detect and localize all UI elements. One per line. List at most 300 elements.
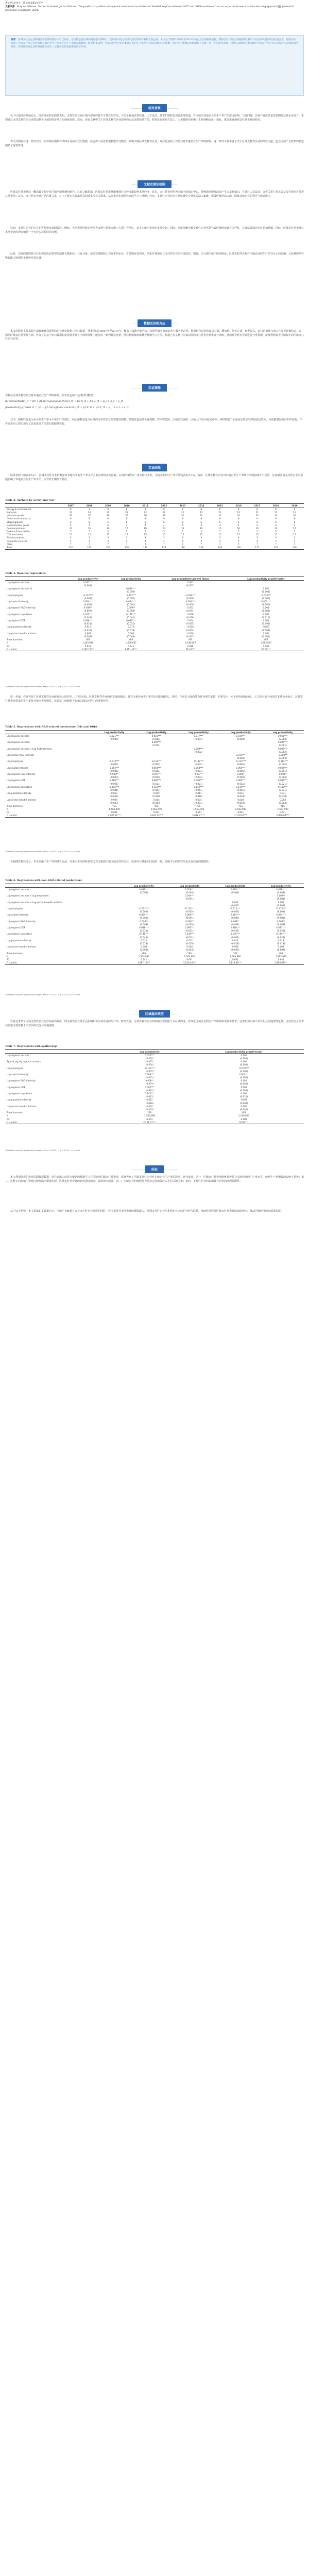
- table-cell: 1,563,990: [184, 955, 195, 958]
- table-cell: R2: [7, 645, 10, 648]
- section-title-data: 数据及识别方法: [0, 319, 309, 327]
- table-cell: 0.012: [232, 939, 238, 942]
- table-cell: 9: [89, 517, 90, 520]
- table-cell: Corporate services: [7, 539, 27, 543]
- table-header-cell: 2012: [154, 504, 173, 507]
- table-cell: (0.041): [140, 936, 148, 939]
- table-cell: 0.003***: [239, 1073, 249, 1076]
- table-cell: 0.641: [195, 811, 202, 814]
- table-cell: (0.001): [277, 904, 285, 907]
- table-cell: 5: [107, 530, 109, 533]
- table-cell: (0.004): [239, 1101, 248, 1105]
- table-cell: 1,563,990: [230, 955, 241, 958]
- table-cell: 0.641: [237, 811, 244, 814]
- table-cell: N: [7, 1114, 9, 1117]
- table-cell: 0.019***: [126, 587, 136, 590]
- table-header-cell: [5, 1050, 115, 1054]
- table-header-cell: Log productivity: [167, 884, 213, 888]
- table-cell: 0.005: [146, 1060, 153, 1063]
- table-cell: Log population density: [7, 792, 31, 795]
- section-title-strategy: 实证策略: [0, 384, 309, 392]
- table-cell: 0.004: [187, 619, 194, 622]
- table-cell: (0.004): [152, 737, 161, 740]
- table-cell: 4: [144, 539, 146, 543]
- table-cell: 6: [256, 520, 258, 523]
- table-cell: 10: [162, 527, 166, 530]
- table-cell: 4: [200, 539, 202, 543]
- section-title-literature: 文献及理论机制: [0, 180, 309, 188]
- table-cell: 4: [163, 523, 165, 527]
- table-cell: YES: [233, 952, 237, 955]
- table-3: [5, 503, 304, 550]
- table-cell: 9: [182, 517, 183, 520]
- table-cell: 9: [275, 517, 277, 520]
- table-5-note: The table contains significance levels: *** p < 0.001, ** p < 0.01, * p < 0.05.: [5, 850, 81, 853]
- table-cell: (0.001): [186, 609, 195, 613]
- table-cell: 0.012: [141, 939, 147, 942]
- table-cell: 3: [182, 536, 183, 539]
- table-cell: 128: [229, 546, 248, 549]
- table-cell: 22: [162, 511, 166, 514]
- table-cell: 15: [144, 533, 147, 536]
- strategy-intro: 为检验区域支柱性企业对本地企业生产率的影响，作者设定如下基准回归模型：: [5, 394, 96, 397]
- table-cell: (0.004): [236, 737, 245, 740]
- table-7: [5, 1049, 304, 1124]
- table-cell: 0.004: [278, 945, 284, 948]
- table-cell: N: [7, 808, 9, 811]
- table-cell: YES: [187, 952, 192, 955]
- table-cell: Log regional anchors: [7, 1054, 29, 1057]
- equation-2: productivity growth_it = γ0 + γ1·ln(regional anchors)_rt + γ2·X_it + γ3·Z_rt + μ_i + λ_t + ε_it: [5, 405, 129, 409]
- table-cell: 34: [274, 514, 278, 517]
- table-cell: (0.001): [185, 897, 194, 901]
- table-cell: YES: [147, 1111, 152, 1114]
- table-cell: (0.000): [262, 597, 270, 600]
- table-cell: 0.088: [187, 645, 194, 648]
- table-cell: Log regional anchors (l): [7, 587, 32, 590]
- table-cell: 130: [117, 546, 136, 549]
- source-line: [5, 6, 304, 13]
- table-cell: 15: [107, 533, 110, 536]
- table-cell: (0.002): [83, 597, 92, 600]
- table-cell: 36: [162, 514, 166, 517]
- table-cell: 6: [163, 520, 165, 523]
- table-cell: (0.021): [236, 782, 245, 785]
- table-cell: (0.001): [277, 917, 285, 920]
- table-cell: 0.011***: [236, 753, 246, 756]
- table-cell: (0.018): [236, 795, 245, 798]
- table-cell: 9: [200, 517, 202, 520]
- table-cell: 0.009***: [194, 747, 203, 750]
- table-cell: (0.018): [194, 795, 203, 798]
- table-cell: 23: [125, 511, 128, 514]
- table-cell: 4: [126, 539, 128, 543]
- table-cell: 0.064***: [151, 766, 161, 769]
- table-cell: 7: [126, 543, 128, 546]
- table-cell: (0.041): [110, 788, 118, 791]
- table-cell: (0.001): [152, 744, 161, 747]
- table-cell: (0.003): [277, 948, 285, 952]
- table-cell: 0.012: [84, 625, 91, 629]
- table-cell: Log regional R&D intensity: [7, 920, 36, 923]
- table-cell: 1,563,990: [144, 1114, 156, 1117]
- table-cell: (0.021): [279, 782, 287, 785]
- table-cell: 0.088***: [109, 779, 119, 782]
- table-cell: 15: [125, 533, 128, 536]
- table-cell: 7: [237, 543, 239, 546]
- table-cell: 6: [200, 520, 202, 523]
- table-cell: 4: [107, 523, 109, 527]
- table-cell: 7: [70, 543, 72, 546]
- table-cell: 8: [126, 507, 128, 511]
- table-cell: (0.001): [145, 1076, 154, 1079]
- table-cell: 3,120.44***: [167, 961, 213, 965]
- table-cell: (0.001): [279, 769, 287, 772]
- table-cell: 4: [256, 523, 258, 527]
- table-cell: 4: [163, 539, 165, 543]
- table-cell: (0.002): [140, 910, 148, 913]
- equation-block: [5, 394, 304, 412]
- table-cell: 0.004: [153, 798, 160, 801]
- table-cell: 5: [219, 530, 221, 533]
- table-cell: 4: [126, 523, 128, 527]
- table-cell: (0.003): [140, 948, 148, 952]
- table-cell: Log regional anchors²: [7, 741, 30, 744]
- table-cell: (0.004): [194, 737, 203, 740]
- table-cell: 8: [294, 507, 296, 511]
- table-cell: 8: [89, 507, 90, 511]
- table-cell: Log population density: [7, 939, 31, 942]
- table-cell: 9: [107, 517, 109, 520]
- table-header-cell: [5, 884, 121, 888]
- table-cell: (0.021): [145, 1089, 154, 1092]
- table-cell: (0.003): [236, 757, 245, 760]
- table-header-cell: 2017: [248, 504, 266, 507]
- table-cell: 8: [163, 507, 165, 511]
- table-cell: Log capital intensity: [7, 766, 29, 769]
- table-header-cell: [5, 577, 66, 581]
- table-cell: Log regional GDP: [7, 779, 26, 782]
- table-3-caption: Table 3. Anchors by sector and year: [5, 499, 55, 502]
- table-cell: 7: [89, 543, 90, 546]
- table-cell: 0.641: [146, 1117, 153, 1121]
- table-cell: (0.003): [277, 923, 285, 926]
- table-cell: 0.008**: [83, 606, 92, 609]
- table-cell: 10: [69, 527, 72, 530]
- table-cell: 3,211.43***: [109, 648, 152, 651]
- table-cell: 7: [200, 543, 202, 546]
- table-header-cell: Log productivity: [178, 731, 220, 734]
- table-cell: 0.003***: [261, 600, 271, 603]
- table-cell: YES: [242, 1111, 246, 1114]
- table-cell: (0.004): [83, 584, 92, 587]
- table-header-row: [5, 504, 304, 507]
- table-cell: 0.004: [232, 945, 238, 948]
- table-cell: 0.012: [128, 625, 134, 629]
- table-cell: 3: [275, 536, 277, 539]
- table-cell: 7: [144, 543, 146, 546]
- table-cell: Log regional anchors: [7, 888, 29, 891]
- section-title-spillover: 区域溢出效应: [0, 1010, 309, 1018]
- table-header-cell: Log productivity: [109, 577, 152, 581]
- table-cell: (0.001): [152, 769, 161, 772]
- table-cell: 8: [70, 507, 72, 511]
- table-cell: IT & electronics: [7, 533, 24, 536]
- table-cell: Log sector breadth anchors: [7, 632, 37, 635]
- table-cell: (0.001): [236, 769, 245, 772]
- table-cell: 3: [126, 536, 128, 539]
- table-cell: N: [7, 641, 9, 645]
- table-cell: 3,098.77***: [178, 814, 220, 818]
- table-cell: 6: [144, 520, 146, 523]
- table-cell: F statistic: [5, 648, 66, 651]
- table-cell: 10: [200, 527, 203, 530]
- table-cell: 4: [70, 523, 72, 527]
- table-cell: 0.001: [187, 581, 194, 584]
- literature-paragraph-2: 然而，支柱性企业的存在也可能带来负面效应。例如，大型企业可能在劳动力市场与要素市场中占据主导地位，挤占本地小企业的发展空间；同时，过度依赖少数支柱性企业可能导致区域经济缺乏多样性，在面临外部冲击时更加脆弱。因此，区域支柱性企业对本地企业的净影响是一个有待实证检验的问题。: [5, 227, 304, 234]
- table-cell: 0.007**: [152, 773, 161, 776]
- table-cell: 5: [89, 530, 90, 533]
- table-cell: 3: [256, 536, 258, 539]
- table-cell: Communications: [7, 527, 25, 530]
- table-cell: (0.018): [140, 942, 148, 945]
- table-cell: (0.002): [279, 763, 287, 766]
- table-cell: 0.021***: [83, 581, 93, 584]
- table-cell: (0.003): [152, 801, 161, 804]
- literature-paragraph-3: 此外，企业的吸收能力在知识溢出过程中扮演着关键角色。只有具备一定研发基础和人力资本的企业，才能够有效识别、消化并利用来自支柱性企业的外部知识。据此，本文提出如下研究假设：区域支柱性企业对本地企业的生产率存在正向影响，且这种影响在吸收能力较强的企业中更加显著。: [5, 252, 304, 260]
- table-cell: 37: [88, 514, 91, 517]
- table-cell: 9: [237, 517, 239, 520]
- table-cell: 15: [255, 533, 259, 536]
- table-cell: 1,563,990: [82, 641, 94, 645]
- table-cell: 8: [107, 507, 109, 511]
- table-cell: Construction industry: [7, 517, 30, 520]
- table-cell: 1,538,657: [125, 641, 136, 645]
- table-header-cell: [5, 731, 93, 734]
- table-cell: Log sector breadth anchors: [7, 798, 37, 801]
- table-cell: (0.001): [185, 917, 194, 920]
- table-cell: Log capital intensity: [7, 1073, 29, 1076]
- table-cell: 4: [89, 523, 90, 527]
- table-cell: (0.004): [145, 1057, 154, 1060]
- table-cell: (0.002): [110, 763, 118, 766]
- table-cell: YES: [264, 638, 268, 641]
- table-cell: 4: [294, 539, 296, 543]
- table-cell: 0.064***: [145, 1073, 154, 1076]
- table-cell: 7: [294, 543, 296, 546]
- table-cell: 4: [182, 539, 183, 543]
- table-cell: 132: [61, 546, 80, 549]
- table-cell: (0.002): [194, 750, 203, 753]
- table-cell: 1,563,990: [235, 808, 246, 811]
- table-cell: 3,110.20***: [219, 814, 262, 818]
- table-cell: 10: [218, 527, 221, 530]
- table-cell: 8: [275, 507, 277, 511]
- table-cell: 0.008**: [127, 606, 135, 609]
- table-cell: (0.018): [231, 942, 239, 945]
- table-cell: 7: [256, 543, 258, 546]
- table-cell: (0.001): [262, 635, 270, 638]
- table-cell: 15: [200, 533, 203, 536]
- table-cell: 4: [294, 523, 296, 527]
- table-cell: 9: [70, 517, 72, 520]
- table-5: [5, 730, 304, 818]
- table-cell: Log population density: [7, 1098, 31, 1101]
- table-cell: 0.143***: [151, 785, 161, 788]
- table-cell: (0.041): [145, 1095, 154, 1098]
- table-cell: 0.012: [146, 1098, 153, 1101]
- table-7-caption: Table 7. Regressions with spatial lags: [5, 1045, 58, 1048]
- table-cell: 5: [294, 530, 296, 533]
- table-cell: 0.144***: [145, 1092, 154, 1095]
- table-cell: Log regional anchors × Log sector breadth anchors: [7, 901, 62, 904]
- table-cell: F statistic: [5, 961, 121, 965]
- table-cell: Log regional population: [7, 933, 32, 936]
- table-cell: 8: [200, 507, 202, 511]
- table-cell: 4: [275, 523, 277, 527]
- table-4-note: The table contains significance levels: *** p < 0.001, ** p < 0.01, * p < 0.05.: [5, 685, 81, 688]
- table-cell: 7: [163, 543, 165, 546]
- table-cell: Governmental goods: [7, 523, 29, 527]
- table-cell: 9: [126, 517, 128, 520]
- table-cell: Log regional anchors × Log employees: [7, 894, 49, 897]
- spillover-paragraph: 作者还考察了区域支柱性企业的空间溢出效应，即支柱性企业是否会影响相邻区域企业的生产率。研究发现，区域支柱性企业的影响主要局限于本区域内部，对邻近区域企业的生产率影响较弱且不显著。这表明知识溢出具有明显的地理邻近性，支柱性企业的带动作用主要依赖于面对面的交流与本地网络。: [5, 1020, 304, 1027]
- table-cell: (0.041): [127, 616, 135, 619]
- table-cell: 35: [218, 514, 221, 517]
- table-cell: 2,998.61***: [258, 961, 304, 965]
- table-4: [5, 577, 304, 651]
- abstract-text: 区域支柱性企业的概念在经济地理学中广泛存在，它指的是在区域内拥有强大影响力、能够推动地方经济发展与知识扩散的大型企业。本文基于瑞典2007年至2019年的企业层面微观数据，借助以出口信息为依据的机器学习方法来识别区域支柱性企业，进而实证检验了区域支柱性企业对本地其他企业生产率水平与生产率增长的影响。研究结果表明，区域支柱性企业对本地企业的生产率水平具有显著的正向影响，但对生产率增长的影响并不显著；进一步的研究发现，这种正向影响主要来源于区域支柱性企业在研发投入方面的溢出效应，同时区域内企业的吸收能力在这一过程中发挥着重要的调节作用。: [11, 39, 298, 48]
- table-cell: 0.005***: [278, 741, 288, 744]
- table-cell: 126: [266, 546, 285, 549]
- table-cell: (0.001): [110, 769, 118, 772]
- table-cell: 0.020***: [230, 888, 240, 891]
- table-cell: Log regional R&D intensity: [7, 1079, 36, 1082]
- table-cell: 0.641: [111, 811, 118, 814]
- table-cell: (0.001): [127, 603, 135, 606]
- table-cell: 0.000: [263, 632, 269, 635]
- table-cell: 0.002: [278, 901, 284, 904]
- table-cell: 5: [126, 530, 128, 533]
- table-cell: YES: [142, 952, 146, 955]
- table-cell: (0.004): [127, 590, 135, 594]
- table-cell: 129: [154, 546, 173, 549]
- table-cell: 4: [107, 539, 109, 543]
- table-cell: 130: [99, 546, 117, 549]
- table-cell: 0.012: [111, 792, 118, 795]
- table-cell: (0.003): [110, 801, 118, 804]
- table-header-cell: Log productivity: [66, 577, 110, 581]
- table-cell: Log employees: [7, 1066, 23, 1070]
- table-cell: 0.064***: [126, 600, 136, 603]
- table-cell: 0.018***: [276, 888, 286, 891]
- table-6-note: The table contains significance levels: *** p < 0.001, ** p < 0.01, * p < 0.05.: [5, 993, 81, 996]
- table-cell: (0.003): [110, 776, 118, 779]
- conclusion-paragraph-2: 基于以上结论，本文提出如下政策启示：区域产业政策在支持支柱性企业发展的同时，应注重提升本地企业的吸收能力，加强支柱性企业与本地企业之间的合作与联系，从而充分释放区域支柱性企业的溢出效应，推动区域经济的高质量发展。: [10, 1210, 284, 1213]
- table-cell: 128: [173, 546, 192, 549]
- table-cell: (0.004): [231, 891, 239, 894]
- table-cell: 0.006*: [237, 773, 245, 776]
- table-cell: YES: [238, 804, 243, 807]
- table-cell: 0.001: [241, 1054, 247, 1057]
- table-cell: (0.004): [140, 891, 148, 894]
- table-header-cell: Log productivity growth factor: [184, 1050, 304, 1054]
- table-cell: 6: [237, 520, 239, 523]
- table-cell: Pharmaceuticals: [7, 536, 25, 539]
- table-cell: 0.006: [263, 613, 269, 616]
- table-cell: YES: [85, 638, 90, 641]
- table-cell: (0.000): [239, 1070, 248, 1073]
- table-header-cell: 2015: [211, 504, 229, 507]
- table-cell: (0.002): [277, 910, 285, 913]
- table-cell: 1,539,667: [184, 641, 196, 645]
- table-header-cell: 2008: [80, 504, 98, 507]
- table-cell: (0.001): [231, 917, 239, 920]
- table-cell: 1,563,990: [277, 808, 288, 811]
- table-cell: 0.064***: [230, 913, 240, 917]
- table-cell: 0.004: [280, 798, 286, 801]
- table-cell: 21: [255, 511, 259, 514]
- table-cell: (0.003): [145, 1108, 154, 1111]
- table-cell: 0.019***: [184, 888, 195, 891]
- table-cell: 6: [126, 520, 128, 523]
- table-cell: 0.064***: [278, 766, 288, 769]
- table-cell: (0.001): [277, 897, 285, 901]
- table-cell: Shipping/goods: [7, 520, 24, 523]
- table-cell: (0.021): [185, 929, 194, 933]
- table-cell: 5: [163, 530, 165, 533]
- table-cell: 0.088***: [83, 619, 93, 622]
- table-cell: -0.112***: [151, 760, 162, 763]
- table-cell: 0.641: [84, 645, 91, 648]
- table-cell: 1,539,667: [238, 1114, 250, 1117]
- table-header-cell: Log productivity: [258, 884, 304, 888]
- table-cell: 4: [237, 539, 239, 543]
- table-cell: Log regional R&D intensity: [7, 606, 36, 609]
- table-cell: 0.006*: [279, 773, 287, 776]
- table-cell: 35: [237, 514, 240, 517]
- table-cell: (0.021): [110, 782, 118, 785]
- table-cell: 8: [182, 507, 183, 511]
- table-header-row: [5, 577, 304, 581]
- table-cell: YES: [112, 804, 116, 807]
- table-header-cell: Log productivity: [262, 731, 304, 734]
- table-header-cell: Log productivity growth factor: [152, 577, 228, 581]
- table-cell: 0.088: [263, 645, 269, 648]
- table-cell: 10: [293, 527, 296, 530]
- table-cell: 0.000: [241, 1060, 247, 1063]
- table-header-cell: 2018: [266, 504, 285, 507]
- table-cell: 4: [200, 523, 202, 527]
- table-cell: 34: [293, 514, 296, 517]
- table-cell: 0.004: [237, 798, 244, 801]
- table-cell: 23: [144, 511, 147, 514]
- table-cell: 8: [219, 507, 221, 511]
- background-paragraph-1: 关于区域经济发展而言，经济理论和实践都表明，支柱性企业在区域内部发挥着不可替代的作用。大型企业通过供应链、人才流动、技术扩散和知识溢出等渠道，对区域内其他企业的生产率产生深远影响。与此同时，区域产业政策也常常围绕这些企业展开，希望通过支持支柱性企业来带动整个区域的经济增长与创新发展。然而，现有文献中关于区域支柱性企业影响的实证证据仍然有限，特别是在识别方法上，大多数研究依赖于主观判断或单一指标，难以准确刻画支柱性企业的特征。: [5, 114, 304, 122]
- table-cell: 35: [255, 514, 259, 517]
- table-cell: 0.011: [237, 792, 244, 795]
- table-cell: 0.020***: [145, 1054, 154, 1057]
- table-cell: Log capital intensity: [7, 600, 29, 603]
- table-cell: (0.041): [83, 616, 92, 619]
- table-cell: 10: [88, 527, 91, 530]
- table-cell: 10: [107, 527, 110, 530]
- table-cell: Log sector breadth anchors: [7, 945, 37, 948]
- table-cell: 0.641: [280, 811, 286, 814]
- table-cell: 3: [219, 536, 221, 539]
- table-cell: (0.041): [236, 788, 245, 791]
- table-cell: (0.002): [152, 763, 161, 766]
